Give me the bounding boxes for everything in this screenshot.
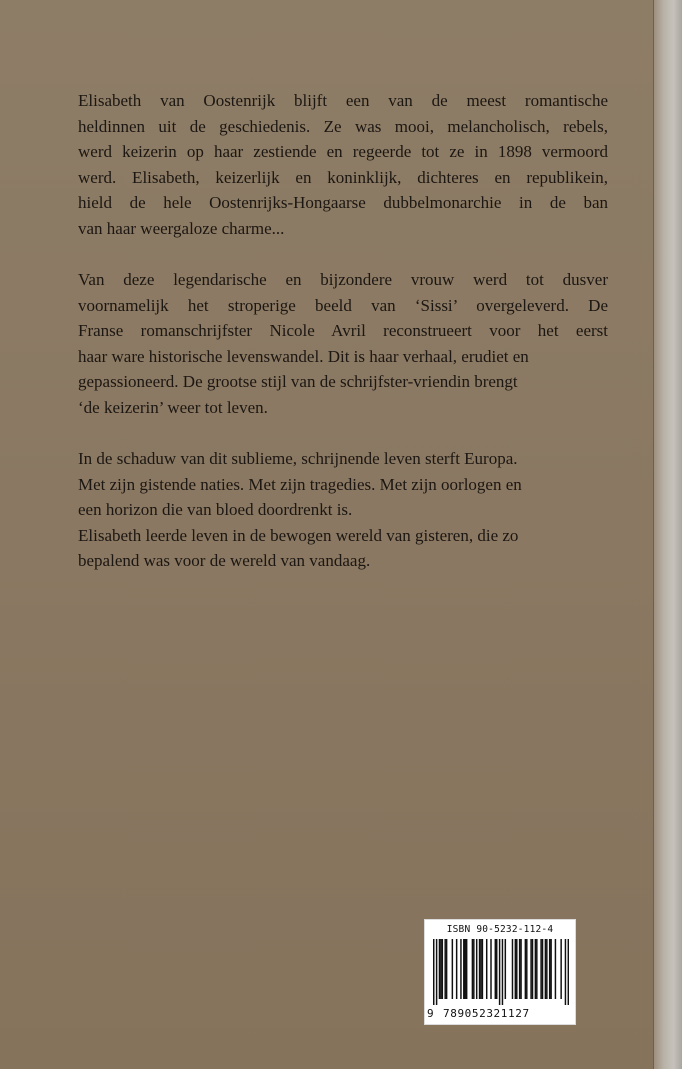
barcode-bar (532, 939, 533, 999)
barcode-bar (460, 939, 461, 999)
barcode-bar (433, 939, 434, 1005)
blurb-line: Van deze legendarische en bijzondere vrouw werd tot dusver (78, 270, 608, 289)
isbn-barcode (424, 919, 576, 1025)
blurb-line: Franse romanschrijfster Nicole Avril reconstrueert voor het eerst (78, 321, 608, 340)
barcode-bar (535, 939, 536, 999)
blurb-line: een horizon die van bloed doordrenkt is. (78, 500, 353, 519)
barcode-bar (476, 939, 477, 999)
barcode-bar (496, 939, 497, 999)
barcode-bar (452, 939, 453, 999)
barcode-bar (442, 939, 443, 999)
barcode-bar (486, 939, 487, 999)
blurb-line: Met zijn gistende naties. Met zijn tragedies. Met zijn oorlogen en (78, 474, 522, 494)
barcode-bar (444, 939, 445, 999)
blurb-line: ‘de keizerin’ weer tot leven. (78, 397, 268, 417)
book-spine-edge (653, 0, 682, 1069)
barcode-bar (505, 939, 506, 999)
blurb-paragraph-1 (78, 88, 608, 241)
barcode-bar (463, 939, 464, 999)
barcode-bar (482, 939, 483, 999)
ean-first-digit: 9 (427, 1007, 434, 1020)
blurb-line: van haar weergaloze charme... (78, 218, 285, 238)
barcode-bar (550, 939, 551, 999)
barcode-bar (495, 939, 496, 999)
barcode-bar (473, 939, 474, 999)
barcode-bar (545, 939, 546, 999)
barcode-bar (446, 939, 447, 999)
blurb-line: hield de hele Oostenrijks-Hongaarse dubbelmonarchie in de ban (78, 193, 608, 212)
barcode-bar (499, 939, 500, 1005)
barcode-bar (480, 939, 481, 999)
isbn-label: ISBN 90-5232-112-4 (446, 924, 554, 935)
barcode-bar (546, 939, 547, 999)
barcode-bars (433, 939, 569, 1005)
blurb-line: voornamelijk het stroperige beeld van ‘Sissi’ overgeleverd. De (78, 295, 608, 315)
blurb-line: Elisabeth leerde leven in de bewogen wereld van gisteren, die zo (78, 525, 519, 545)
barcode-bar (440, 939, 441, 999)
barcode-bar (542, 939, 543, 999)
barcode-bar (439, 939, 440, 999)
blurb-line: gepassioneerd. De grootse stijl van de schrijfster-vriendin brengt (78, 372, 518, 391)
barcode-bar (568, 939, 569, 1005)
barcode-bar (490, 939, 491, 999)
barcode-bar (502, 939, 503, 1005)
barcode-bar (549, 939, 550, 999)
barcode-bar (472, 939, 473, 999)
barcode-bar (464, 939, 465, 999)
blurb-line: haar ware historische levenswandel. Dit is haar verhaal, erudiet en (78, 346, 529, 366)
barcode-bar (515, 939, 516, 999)
blurb-line: bepalend was voor de wereld van vandaag. (78, 551, 371, 570)
barcode-bar (516, 939, 517, 999)
blurb-paragraph-2 (78, 267, 608, 420)
barcode-bar (466, 939, 467, 999)
blurb-line: werd keizerin op haar zestiende en regeerde tot ze in 1898 vermoord (78, 142, 608, 161)
barcode-bar (536, 939, 537, 999)
ean-remaining-digits: 789052321127 (443, 1007, 530, 1020)
barcode-bar (436, 939, 437, 1005)
barcode-bar (530, 939, 531, 999)
barcode-bar (520, 939, 521, 999)
barcode-bar (560, 939, 561, 999)
barcode-bar (479, 939, 480, 999)
barcode-bar (519, 939, 520, 999)
barcode-bar (512, 939, 513, 999)
blurb-paragraph-3 (78, 446, 608, 574)
blurb-line: Elisabeth van Oostenrijk blijft een van de meest romantische (78, 91, 608, 110)
blurb-line: In de schaduw van dit sublieme, schrijnende leven sterft Europa. (78, 449, 518, 468)
blurb-line: heldinnen uit de geschiedenis. Ze was mooi, melancholisch, rebels, (78, 116, 608, 136)
barcode-bar (526, 939, 527, 999)
barcode-bar (565, 939, 566, 1005)
barcode-bar (540, 939, 541, 999)
barcode-bar (555, 939, 556, 999)
barcode-bar (525, 939, 526, 999)
barcode-bar (456, 939, 457, 999)
blurb-line: werd. Elisabeth, keizerlijk en koninklijk, dichteres en republikein, (78, 167, 608, 187)
blurb-text (78, 88, 608, 574)
